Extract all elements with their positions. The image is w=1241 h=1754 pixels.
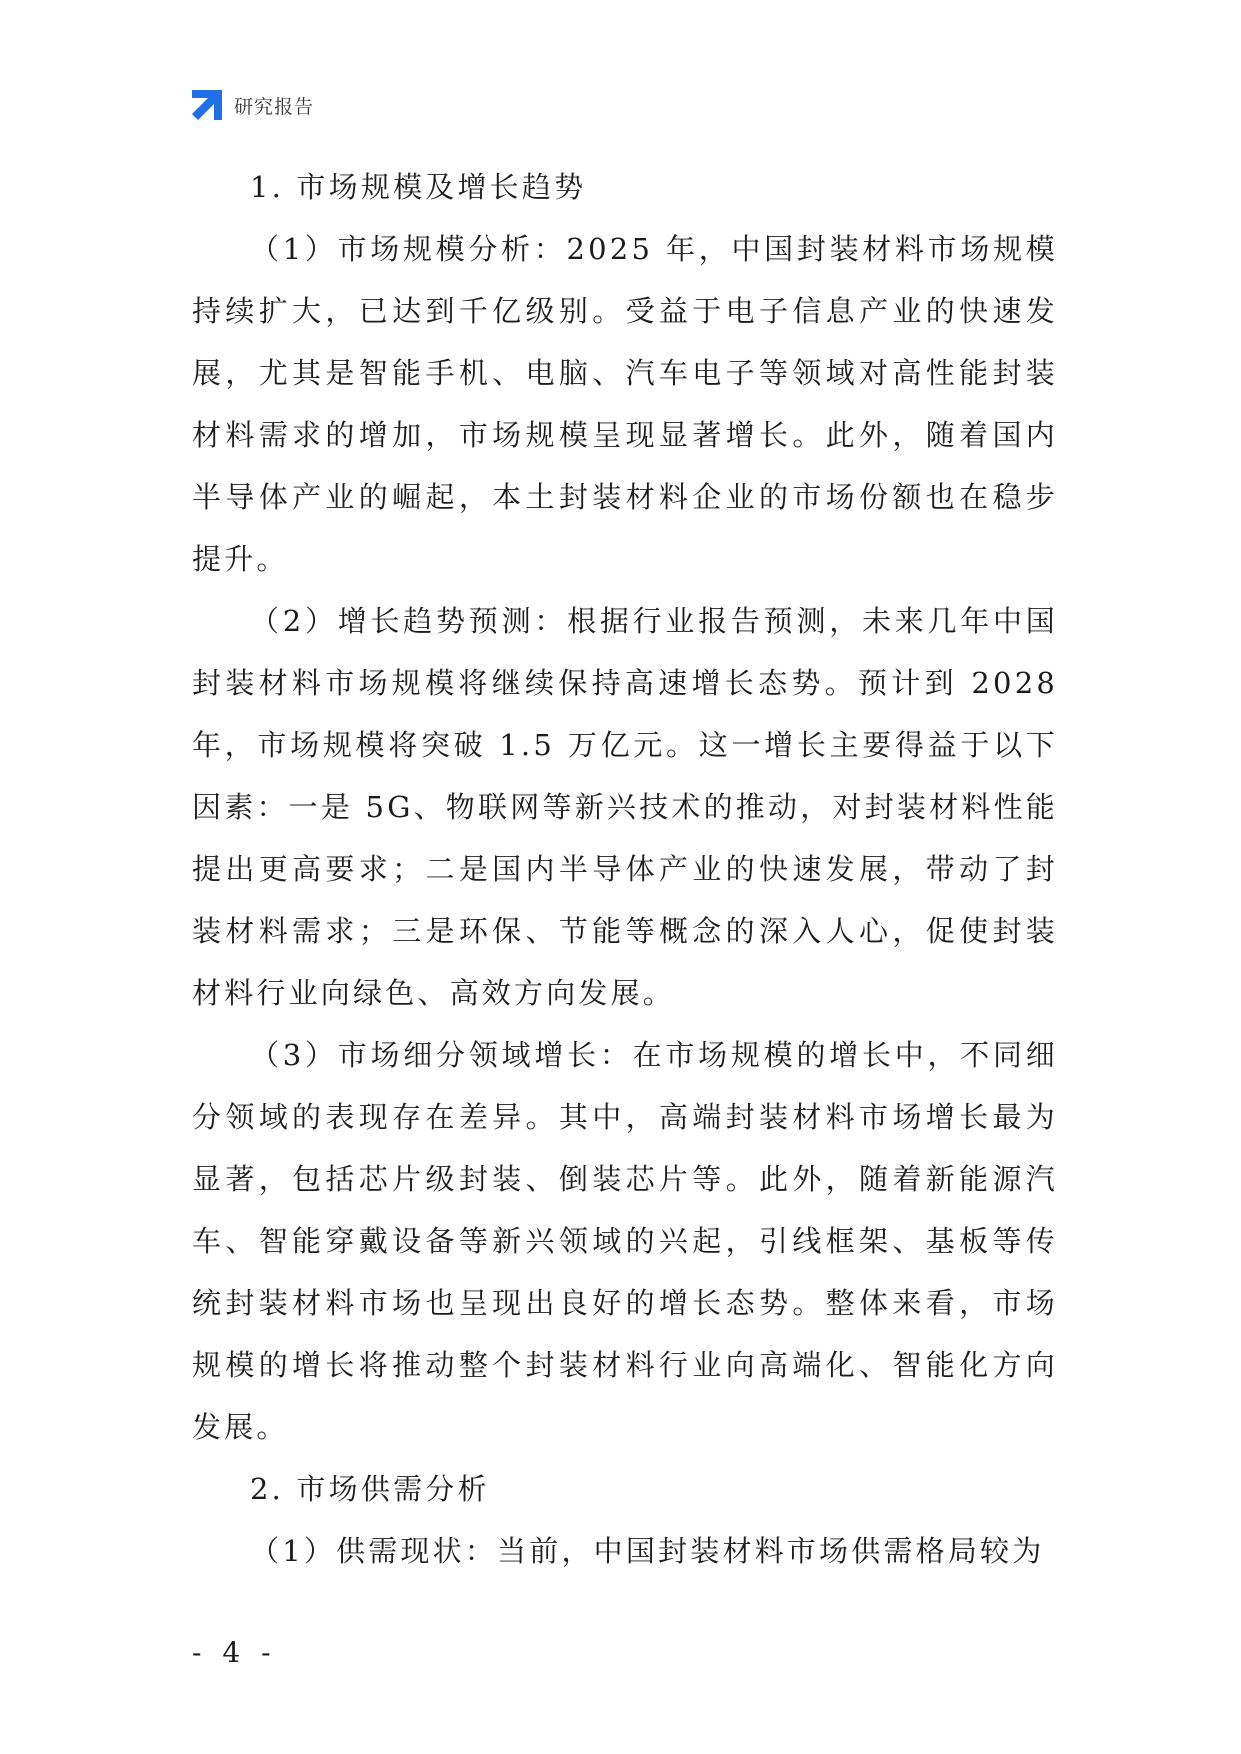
document-body (192, 156, 1058, 1582)
arrow-up-right-icon (190, 88, 224, 122)
paragraph-market-size-analysis: （1）市场规模分析：2025 年，中国封装材料市场规模持续扩大，已达到千亿级别。受益于电子信息产业的快速发展，尤其是智能手机、电脑、汽车电子等领域对高性能封装材料需求的增加，市场规模呈现显著增长。此外，随着国内半导体产业的崛起，本土封装材料企业的市场份额也在稳步提升。 (192, 232, 1058, 576)
page-header (190, 88, 314, 122)
section-heading-supply-demand: 2. 市场供需分析 (250, 1472, 490, 1506)
section-heading-market-size: 1. 市场规模及增长趋势 (250, 170, 587, 204)
paragraph-segment-growth: （3）市场细分领域增长：在市场规模的增长中，不同细分领域的表现存在差异。其中，高端封装材料市场增长最为显著，包括芯片级封装、倒装芯片等。此外，随着新能源汽车、智能穿戴设备等新兴领域的兴起，引线框架、基板等传统封装材料市场也呈现出良好的增长态势。整体来看，市场规模的增长将推动整个封装材料行业向高端化、智能化方向发展。 (192, 1038, 1058, 1444)
paragraph-supply-demand-status: （1）供需现状：当前，中国封装材料市场供需格局较为 (250, 1534, 1045, 1568)
header-title: 研究报告 (234, 95, 315, 118)
paragraph-growth-forecast: （2）增长趋势预测：根据行业报告预测，未来几年中国封装材料市场规模将继续保持高速增长态势。预计到 2028 年，市场规模将突破 1.5 万亿元。这一增长主要得益于以下因素：一是 5G、物联网等新兴技术的推动，对封装材料性能提出更高要求；二是国内半导体产业的快速发展，带动了封装材料需求；三是环保、节能等概念的深入人心，促使封装材料行业向绿色、高效方向发展。 (192, 604, 1058, 1010)
page-number: - 4 - (192, 1636, 277, 1669)
